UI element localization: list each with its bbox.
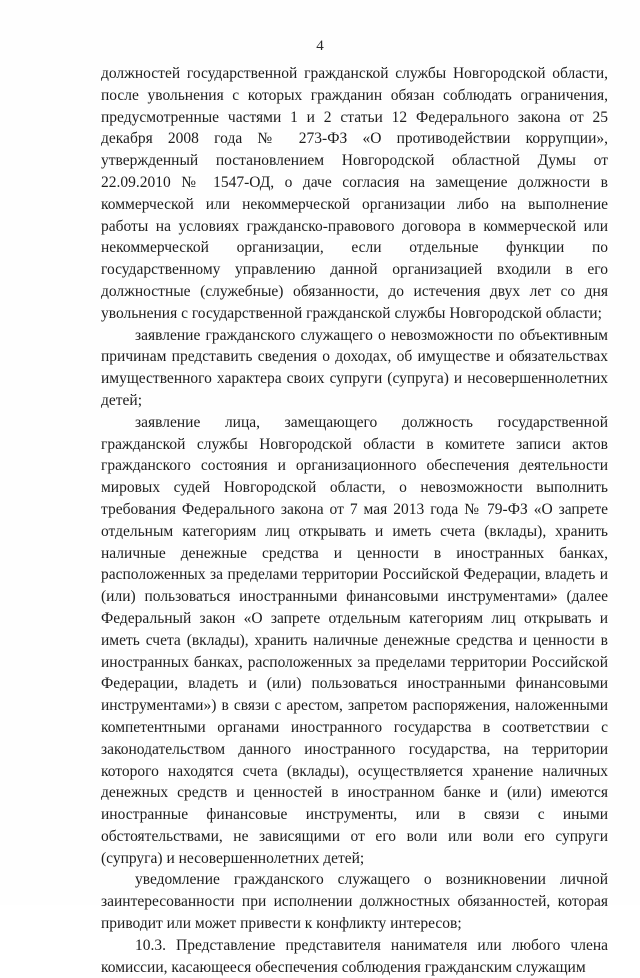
paragraph-clause-10-3: 10.3. Представление представителя нанимателя или любого члена комиссии, касающееся обеспечения соблюдения гражданским служащим: [101, 936, 608, 976]
body-text: [101, 63, 608, 978]
paragraph-statement-spouse-income: заявление гражданского служащего о невозможности по объективным причинам представить сведения о доходах, об имуществе и обязательствах имущественного характера своих супруги (супруга) и несовершеннолетних детей;: [101, 326, 608, 409]
paragraph-continuation: должностей государственной гражданской службы Новгородской области, после увольнения с которых гражданин обязан соблюдать ограничения, предусмотренные частями 1 и 2 статьи 12 Федерального закона от 25 декабря 2008 года № 273-ФЗ «О противодействии коррупции», утвержденный постановлением Новгородской областной Думы от 22.09.2010 № 1547-ОД, о даче согласия на замещение должности в коммерческой или некоммерческой организации либо на выполнение работы на условиях гражданско-правового договора в коммерческой или некоммерческой организации, если отдельные функции по государственному управлению данной организацией входили в его должностные (служебные) обязанности, до истечения двух лет со дня увольнения с государственной гражданской службы Новгородской области;: [101, 65, 608, 322]
paragraph-notice-conflict-interest: уведомление гражданского служащего о возникновении личной заинтересованности при исполнении должностных обязанностей, которая приводит или может привести к конфликту интересов;: [101, 871, 608, 933]
page-number: 4: [316, 38, 324, 54]
paragraph-statement-foreign-accounts: заявление лица, замещающего должность государственной гражданской службы Новгородской области в комитете записи актов гражданского состояния и организационного обеспечения деятельности мировых судей Новгородской области, о невозможности выполнить требования Федерального закона от 7 мая 2013 года № 79-ФЗ «О запрете отдельным категориям лиц открывать и иметь счета (вклады), хранить наличные денежные средства и ценности в иностранных банках, расположенных за пределами территории Российской Федерации, владеть и (или) пользоваться иностранными финансовыми инструментами» (далее Федеральный закон «О запрете отдельным категориям лиц открывать и иметь счета (вклады), хранить наличные денежные средства и ценности в иностранных банках, расположенных за пределами территории Российской Федерации, владеть и (или) пользоваться иностранными финансовыми инструментами») в связи с арестом, запретом распоряжения, наложенными компетентными органами иностранного государства в соответствии с законодательством данного иностранного государства, на территории которого находятся счета (вклады), осуществляется хранение наличных денежных средств и ценностей в иностранном банке и (или) имеются иностранные финансовые инструменты, или в связи с иными обстоятельствами, не зависящими от его воли или воли его супруги (супруга) и несовершеннолетних детей;: [101, 413, 608, 867]
